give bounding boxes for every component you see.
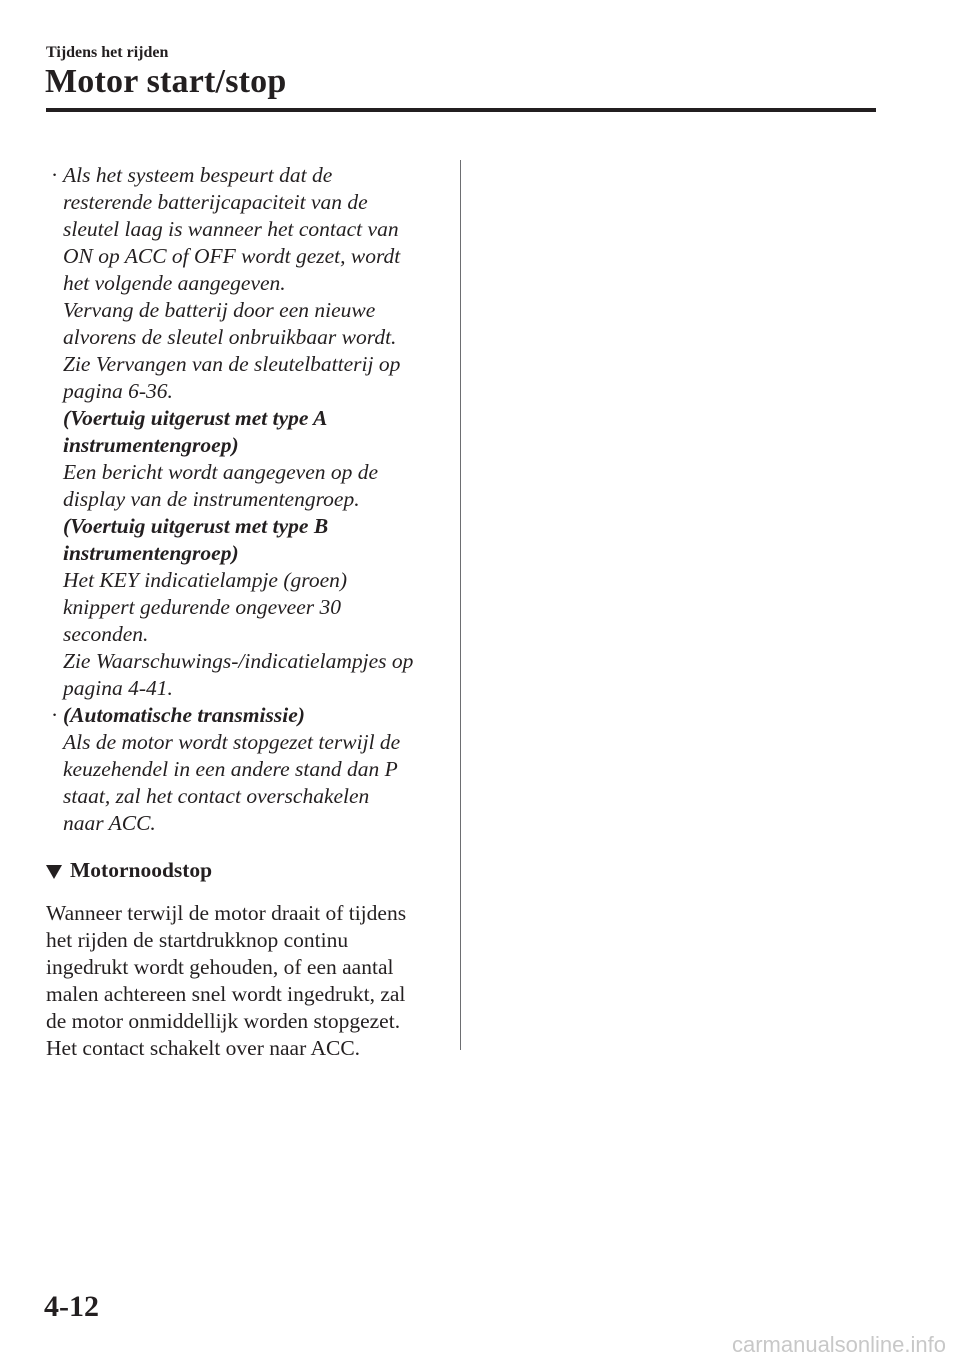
bullet-line: resterende batterijcapaciteit van de (63, 190, 368, 214)
bullet-line: seconden. (63, 622, 149, 646)
left-column (46, 162, 446, 1062)
paragraph-line: ingedrukt wordt gehouden, of een aantal (46, 955, 394, 979)
bullet-line: knippert gedurende ongeveer 30 (63, 595, 342, 619)
bullet-list (46, 162, 446, 837)
paragraph-line: Wanneer terwijl de motor draait of tijdens (46, 901, 407, 925)
bullet-line: Vervang de batterij door een nieuwe (63, 298, 376, 322)
bullet-line: ON op ACC of OFF wordt gezet, wordt (63, 244, 401, 268)
bullet-line: Als de motor wordt stopgezet terwijl de (63, 730, 401, 754)
bullet-line: Zie Waarschuwings-/indicatielampjes op (63, 649, 414, 673)
paragraph (46, 900, 446, 1062)
bullet-line: (Voertuig uitgerust met type B (63, 514, 329, 538)
bullet-dot-icon: · (51, 703, 59, 727)
bullet-line: het volgende aangegeven. (63, 271, 286, 295)
column-divider (460, 160, 461, 1050)
bullet-line: (Voertuig uitgerust met type A (63, 406, 328, 430)
bullet-item (46, 702, 446, 837)
section-heading-text: Motornoodstop (70, 858, 213, 882)
bullet-line: instrumentengroep) (63, 433, 239, 457)
bullet-line: Als het systeem bespeurt dat de (63, 163, 333, 187)
paragraph-line: Het contact schakelt over naar ACC. (46, 1036, 361, 1060)
bullet-line: instrumentengroep) (63, 541, 239, 565)
bullet-line: Zie Vervangen van de sleutelbatterij op (63, 352, 401, 376)
bullet-line: staat, zal het contact overschakelen (63, 784, 370, 808)
bullet-line: Een bericht wordt aangegeven op de (63, 460, 379, 484)
page-title: Motor start/stop (45, 63, 287, 100)
bullet-line: alvorens de sleutel onbruikbaar wordt. (63, 325, 397, 349)
bullet-dot-icon: · (51, 163, 59, 187)
section-label: Tijdens het rijden (46, 44, 169, 61)
paragraph-line: het rijden de startdrukknop continu (46, 928, 349, 952)
page-number: 4-12 (44, 1290, 99, 1323)
bullet-line: naar ACC. (63, 811, 156, 835)
triangle-down-icon (46, 865, 62, 879)
paragraph-line: malen achtereen snel wordt ingedrukt, zal (46, 982, 406, 1006)
title-rule (46, 108, 876, 112)
section-heading (46, 857, 446, 884)
bullet-item (46, 162, 446, 702)
bullet-line: pagina 6-36. (63, 379, 173, 403)
bullet-line: (Automatische transmissie) (63, 703, 305, 727)
watermark: carmanualsonline.info (731, 1332, 946, 1357)
bullet-line: pagina 4-41. (63, 676, 173, 700)
bullet-line: display van de instrumentengroep. (63, 487, 360, 511)
paragraph-line: de motor onmiddellijk worden stopgezet. (46, 1009, 401, 1033)
bullet-line: keuzehendel in een andere stand dan P (63, 757, 398, 781)
bullet-line: Het KEY indicatielampje (groen) (63, 568, 348, 592)
bullet-line: sleutel laag is wanneer het contact van (63, 217, 399, 241)
